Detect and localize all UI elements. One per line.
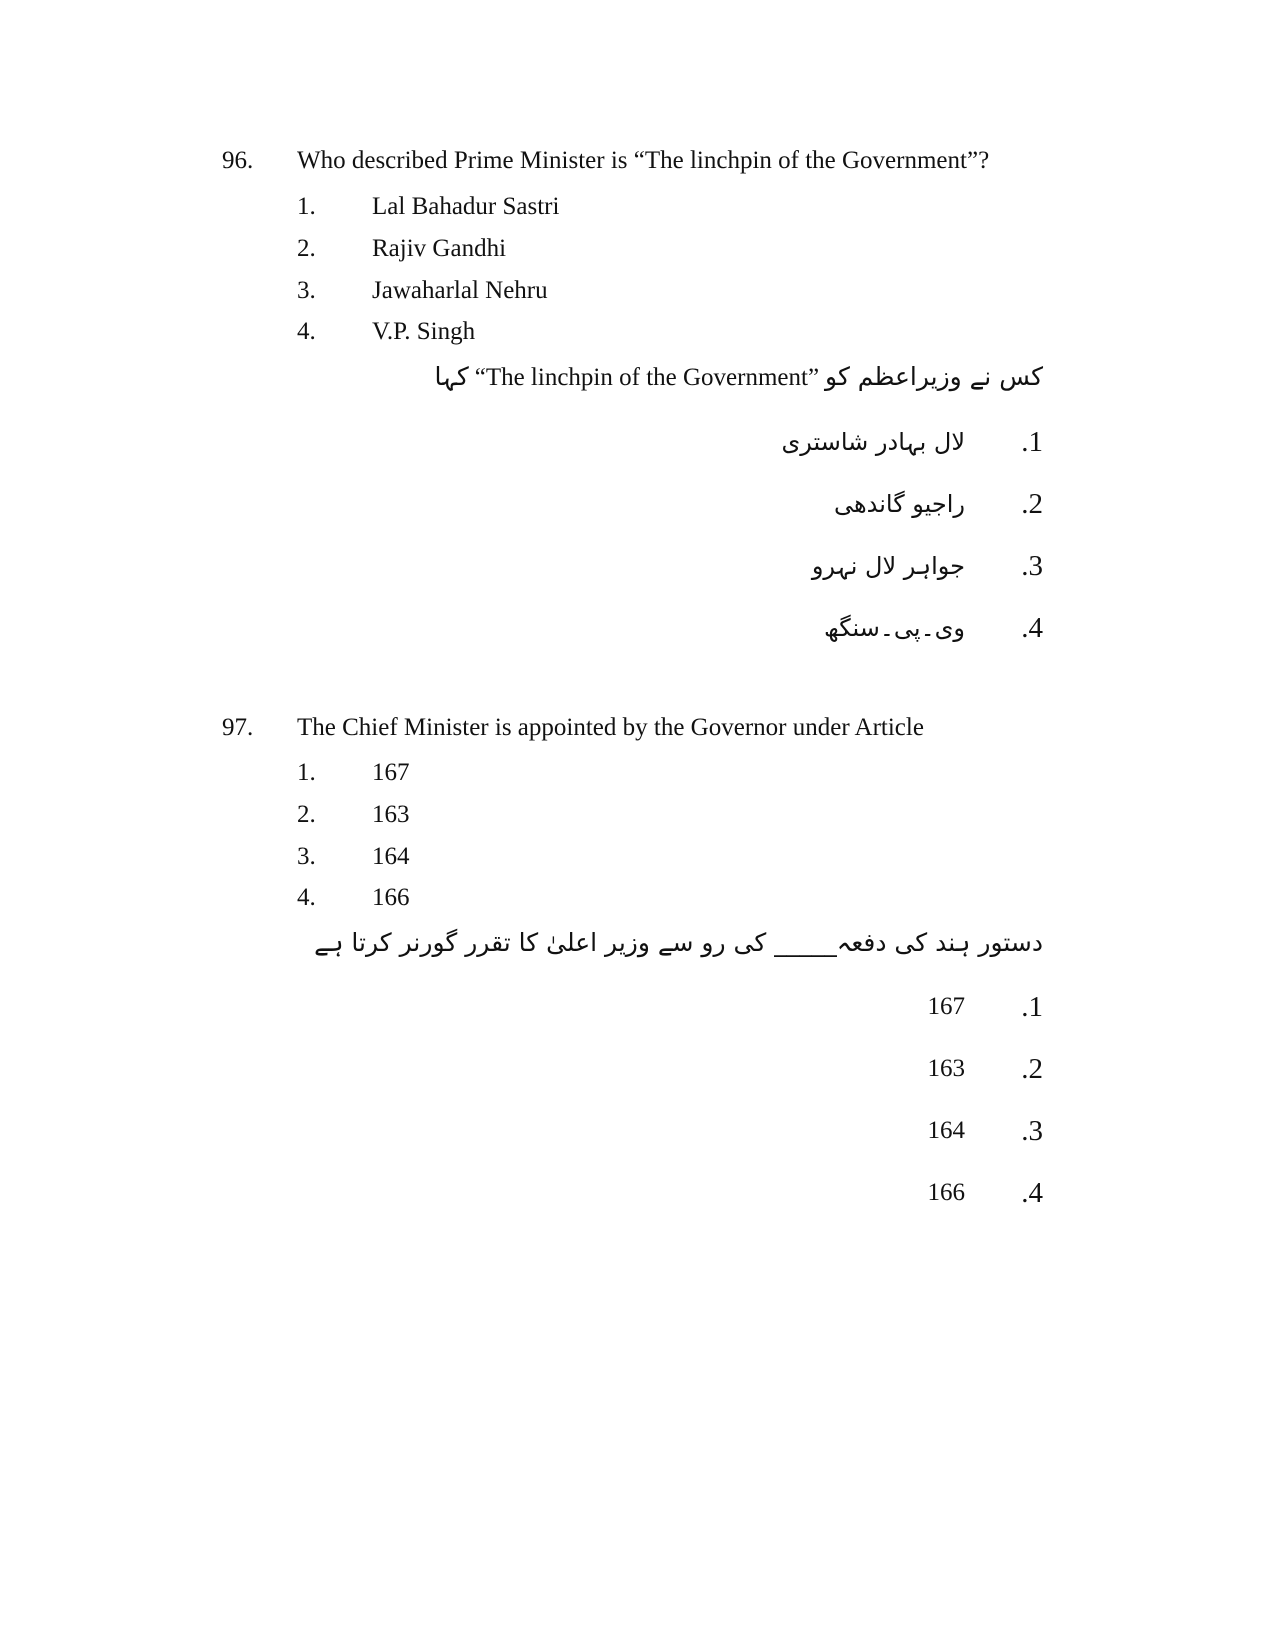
- urdu-option-number: .1: [1021, 991, 1043, 1023]
- urdu-option-text: لال بہادر شاستری: [781, 428, 965, 456]
- option-text: 166: [372, 884, 410, 911]
- question-number: 96.: [222, 147, 254, 174]
- option-text: 164: [372, 843, 410, 870]
- urdu-option-text: جواہر لال نہرو: [811, 552, 965, 580]
- option-number: 2.: [297, 235, 316, 262]
- urdu-option-text: 164: [927, 1117, 965, 1144]
- option-number: 2.: [297, 801, 316, 828]
- question-number: 97.: [222, 714, 254, 741]
- urdu-option: [783, 1111, 1043, 1151]
- urdu-option: [783, 422, 1043, 462]
- urdu-option-number: .3: [1021, 550, 1043, 582]
- urdu-option-number: .3: [1021, 1115, 1043, 1147]
- urdu-question-text: دستور ہند کی دفعہ_____ کی رو سے وزیر اعلیٰ کا تقرر گورنر کرتا ہے: [314, 928, 1043, 957]
- option-number: 4.: [297, 318, 316, 345]
- option-text: Rajiv Gandhi: [372, 235, 507, 262]
- option-number: 1.: [297, 759, 316, 786]
- urdu-option: [783, 546, 1043, 586]
- urdu-option-text: 163: [927, 1055, 965, 1082]
- urdu-option-number: .2: [1021, 488, 1043, 520]
- option-text: 167: [372, 759, 410, 786]
- urdu-option: [783, 987, 1043, 1027]
- urdu-option-text: راجیو گاندھی: [833, 490, 965, 518]
- option-number: 1.: [297, 193, 316, 220]
- urdu-option: [783, 608, 1043, 648]
- option-text: Lal Bahadur Sastri: [372, 193, 560, 220]
- option-number: 4.: [297, 884, 316, 911]
- urdu-option: [783, 484, 1043, 524]
- urdu-option-number: .4: [1021, 1177, 1043, 1209]
- urdu-option-text: 166: [927, 1179, 965, 1206]
- option-text: 163: [372, 801, 410, 828]
- urdu-option: [783, 1049, 1043, 1089]
- urdu-option-text: وی۔پی۔سنگھ: [824, 614, 965, 642]
- urdu-question-pre: کس نے وزیراعظم کو: [825, 362, 1043, 391]
- option-text: V.P. Singh: [372, 318, 476, 345]
- urdu-option-number: .1: [1021, 426, 1043, 458]
- question-text: The Chief Minister is appointed by the Governor under Article: [297, 714, 924, 741]
- urdu-option-number: .4: [1021, 612, 1043, 644]
- question-text: Who described Prime Minister is “The linchpin of the Government”?: [297, 147, 990, 174]
- urdu-option-text: 167: [927, 993, 965, 1020]
- option-text: Jawaharlal Nehru: [372, 277, 548, 304]
- urdu-question-post: کہا: [434, 362, 469, 391]
- urdu-option-number: .2: [1021, 1053, 1043, 1085]
- option-number: 3.: [297, 277, 316, 304]
- urdu-option: [783, 1173, 1043, 1213]
- urdu-question-quote: “The linchpin of the Government”: [474, 364, 820, 391]
- option-number: 3.: [297, 843, 316, 870]
- urdu-question-text: [435, 360, 1043, 395]
